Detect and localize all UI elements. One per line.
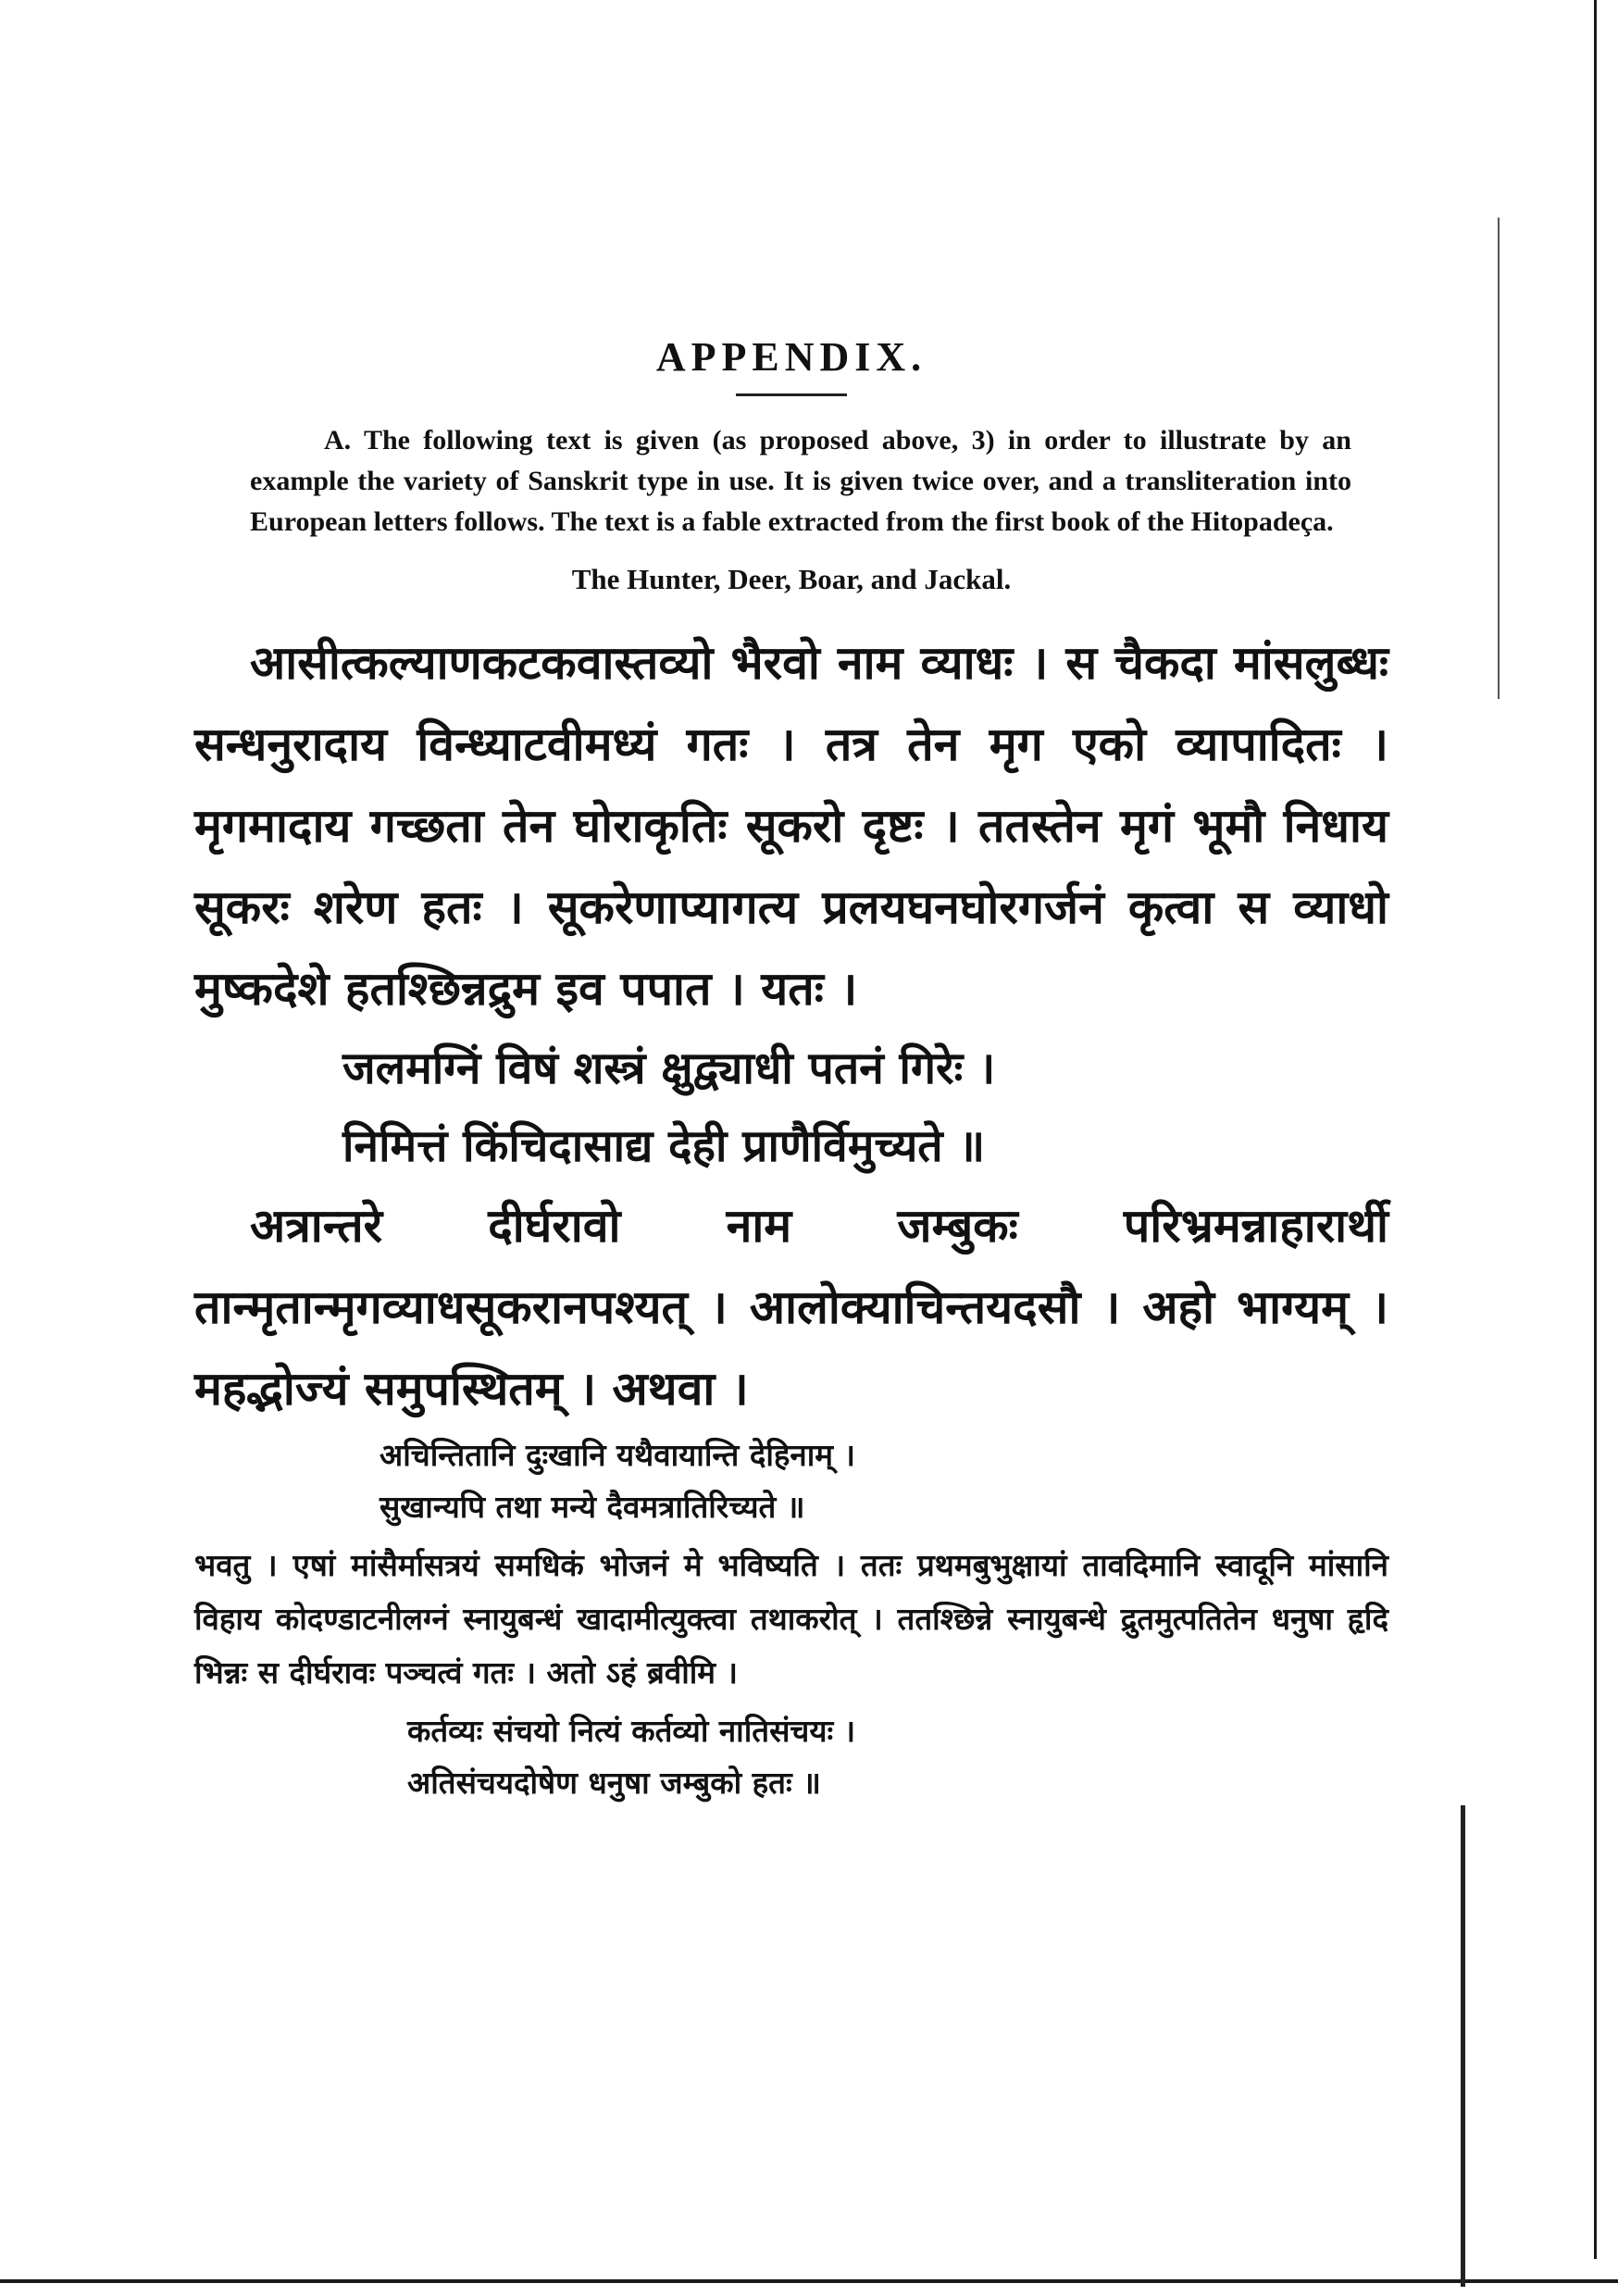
small-type-verse-line-2: सुखान्यपि तथा मन्ये दैवमत्रातिरिच्यते ॥ (380, 1489, 805, 1525)
large-type-prose-1: आसीत्कल्याणकटकवास्तव्यो भैरवो नाम व्याधः । स चैकदा मांसलुब्धः सन्धनुरादाय विन्ध्याटवीमध्यं गतः । तत्र तेन मृग एको व्यापादितः । मृगमादाय गच्छता तेन घोराकृतिः सूकरो दृष्टः । ततस्तेन मृगं भूमौ निधाय सूकरः शरेण हतः । सूकरेणाप्यागत्य प्रलयघनघोरगर्जनं कृत्वा स व्याधो मुष्कदेशे हतश्छिन्नद्रुम इव पपात । यतः । (194, 636, 1388, 1016)
intro-paragraph: A. The following text is given (as proposed above, 3) in order to illustrate by an example the variety of Sanskrit type in use. It is given twice over, and a transliteration into European letters follows. The text is a fable extracted from the first book of the Hitopadeça. (250, 425, 1351, 537)
large-type-verse-line-1: जलमग्निं विषं शस्त्रं क्षुद्व्याधी पतनं गिरेः । (342, 1042, 996, 1094)
title-rule (736, 393, 847, 396)
large-type-prose-2: अत्रान्तरे दीर्घरावो नाम जम्बुकः परिभ्रमन्नाहारार्थी तान्मृतान्मृगव्याधसूकरानपश्यत् । आलोक्याचिन्तयदसौ । अहो भाग्यम् । महद्भोज्यं समुपस्थितम् । अथवा । (194, 1199, 1388, 1416)
page-title: APPENDIX. (655, 334, 927, 380)
scan-artifact-line-lower (1461, 1805, 1465, 2287)
document-page (194, 333, 1388, 1809)
small-type-verse-line-1: अचिन्तितानि दुःखानि यथैवायान्ति देहिनाम् । (380, 1437, 856, 1473)
small-type-prose: भवतु । एषां मांसैर्मासत्रयं समधिकं भोजनं मे भविष्यति । ततः प्रथमबुभुक्षायां तावदिमानि स्वादूनि मांसानि विहाय कोदण्डाटनीलग्नं स्नायुबन्धं खादामीत्युक्त्वा तथाकरोत् । ततश्छिन्ने स्नायुबन्धे द्रुतमुत्पतितेन धनुषा हृदि भिन्नः स दीर्घरावः पञ्चत्वं गतः । अतो ऽहं ब्रवीमि । (194, 1547, 1388, 1691)
scan-artifact-line (1498, 218, 1500, 699)
large-type-verse-line-2: निमित्तं किंचिदासाद्य देही प्राणैर्विमुच्यते ॥ (342, 1120, 986, 1172)
small-type-verse-line-4: अतिसंचयदोषेण धनुषा जम्बुको हतः ॥ (407, 1765, 821, 1801)
scan-edge-bottom (0, 2279, 1618, 2283)
scan-edge-right (1594, 0, 1597, 2259)
small-type-verse-line-3: कर्तव्यः संचयो नित्यं कर्तव्यो नातिसंचयः । (407, 1713, 856, 1749)
fable-title: The Hunter, Deer, Boar, and Jackal. (571, 563, 1012, 595)
